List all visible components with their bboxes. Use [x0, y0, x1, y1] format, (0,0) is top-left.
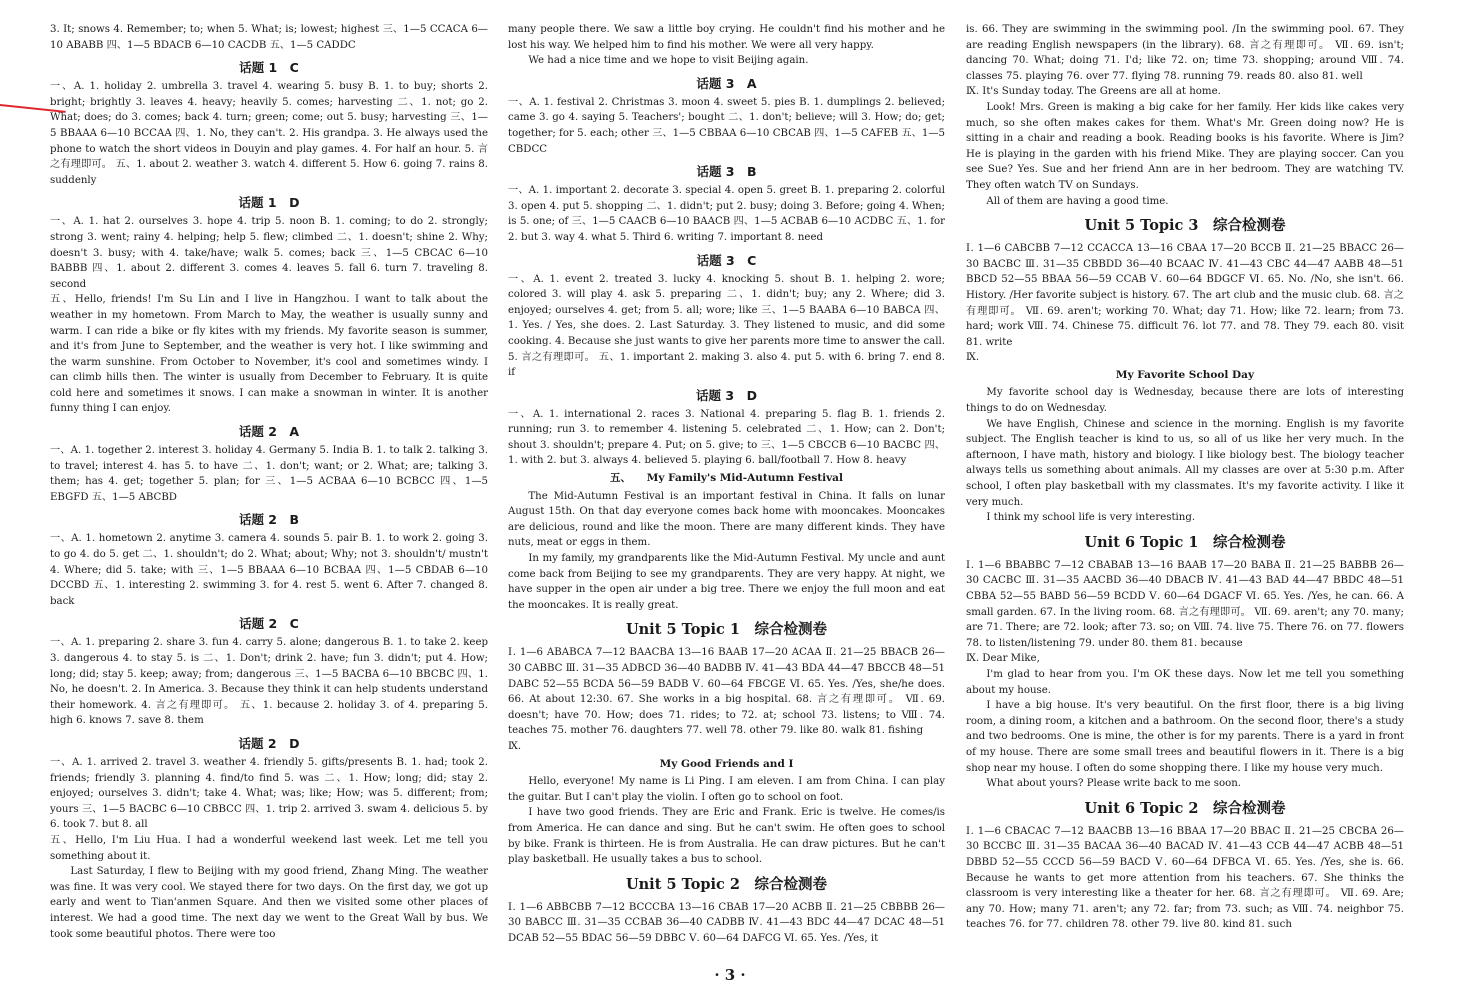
essay-paragraph: I'm glad to hear from you. I'm OK these days. Now let me tell you something about my house.	[966, 668, 1404, 696]
answer-block: 一、A. 1. arrived 2. travel 3. weather 4. friendly 5. gifts/presents B. 1. had; took 2. friends; friendly 3. planning 4. find/to find 5. was 二、1. How; long; did; stay 2. enjoyed; ourselves 3. didn't; take 4. What; was; like; How; was 5. different; from; yours 三、1—5 BACBC 6—10 CBBCC 四、1. trip 2. arrived 3. swam 4. delicious 5. by 6. took 7. but 8. all	[50, 756, 488, 831]
unit-test-title: Unit 5 Topic 3 综合检测卷	[1084, 217, 1286, 235]
answer-block: 一、A. 1. holiday 2. umbrella 3. travel 4. wearing 5. busy B. 1. to buy; shorts 2. bright; brightly 3. leaves 4. heavy; heavily 5. comes; harvesting 二、1. not; go 2. What; does; do 3. comes; back 4. turn; green; come; out 5. busy; harvesting 三、1—5 BBAAA 6—10 BCCAA 四、1. No, they can't. 2. His grandpa. 3. He always used the phone to watch the short videos in Douyin and play games. 4. For half an hour. 5. 言之有理即可。 五、1. about 2. weather 3. watch 4. different 5. How 6. going 7. rains 8. suddenly	[50, 81, 488, 186]
essay-paragraph: All of them are having a good time.	[986, 195, 1169, 207]
answer-block: Ⅰ. 1—6 CBACAC 7—12 BAACBB 13—16 BBAA 17—20 BBAC Ⅱ. 21—25 CBCBA 26—30 BCCBC Ⅲ. 31—35 BACAA 36—40 BACAD Ⅳ. 41—43 CCB 44—47 ACBB 48—51 DBBD 52—55 CCCD 56—59 BACD Ⅴ. 60—64 DFBCA Ⅵ. 65. Yes. /Yes, she is. 66. Because he wants to get more attention from his teachers. 67. She thinks the classroom is very interesting like a theater for her. 68. 言之有理即可。 Ⅶ. 69. Are; any 70. How; many 71. aren't; any 72. far; from 73. such; as Ⅷ. 74. neighbor 75. teaches 76. for 77. children 78. other 79. live 80. kind 81. such	[966, 825, 1404, 931]
essay-title: My Favorite School Day	[1115, 368, 1255, 381]
essay-paragraph: My favorite school day is Wednesday, because there are lots of interesting things to do on Wednesday.	[966, 387, 1404, 415]
unit-test-title: Unit 6 Topic 2 综合检测卷	[1084, 799, 1286, 817]
answer-block: 五、Hello, I'm Liu Hua. I had a wonderful weekend last week. Let me tell you something about it.	[50, 834, 488, 862]
answer-block: 一、A. 1. hometown 2. anytime 3. camera 4. sounds 5. pair B. 1. to work 2. going 3. to go 4. do 5. get 二、1. shouldn't; do 2. What; about; Why; not 3. shouldn't/ mustn't 4. Where; did 5. take; with 三、1—5 BBAAA 6—10 BCBAA 四、1—5 CBDAB 6—10 DCCBD 五、1. interesting 2. swimming 3. for 4. rest 5. went 6. After 7. changed 8. back	[50, 533, 488, 607]
answer-block: is. 66. They are swimming in the swimming pool. /In the swimming pool. 67. They are reading English newspapers (in the library). 68. 言之有理即可。 Ⅶ. 69. isn't; dancing 70. What; doing 71. I'd; like 72. on; time 73. shopping; around Ⅷ. 74. classes 75. playing 76. over 77. flying 78. running 79. reads 80. also 81. well	[966, 24, 1404, 82]
essay-paragraph: Look! Mrs. Green is making a big cake for her family. Her kids like cakes very much, so she often makes cakes for them. What's Mr. Green doing now? He is sitting in a chair and reading a book. Reading books is his favorite. Where is Jim? He is playing in the garden with his friend Mike. They are playing soccer. Can you see Sue? Yes. Sue and her friend Ann are in her bedroom. They are watching TV. They often watch TV on Sundays.	[966, 101, 1404, 191]
answer-block: Ⅰ. 1—6 CABCBB 7—12 CCACCA 13—16 CBAA 17—20 BCCB Ⅱ. 21—25 BBACC 26—30 BACBC Ⅲ. 31—35 CBBDD 36—40 BCAAC Ⅳ. 41—43 CBC 44—47 AABB 48—51 BBCD 52—55 BBAA 56—59 CCAB Ⅴ. 60—64 BDGCF Ⅵ. 65. No. /No, she isn't. 66. History. /Her favorite subject is history. 67. The art club and the music club. 68. 言之有理即可。 Ⅶ. 69. aren't; working 70. What; day 71. How; like 72. learn; from 73. hard; work Ⅷ. 74. Chinese 75. difficult 76. lot 77. and 78. They 79. each 80. visit 81. write	[966, 243, 1404, 348]
essay-paragraph: Hello, everyone! My name is Li Ping. I am eleven. I am from China. I can play the guitar. But I can't play the violin. I often go to school on foot.	[508, 776, 945, 803]
answer-block: Ⅰ. 1—6 ABABCA 7—12 BAACBA 13—16 BAAB 17—20 ACAA Ⅱ. 21—25 BBACB 26—30 CABBC Ⅲ. 31—35 ADBCD 36—40 BADBB Ⅳ. 41—43 BDA 44—47 BBCCB 48—51 DABC 52—55 BCDA 56—59 BADB Ⅴ. 60—64 FBCGE Ⅵ. 65. Yes. /Yes, she/he does. 66. At about 12:30. 67. She works in a big hospital. 68. 言之有理即可。 Ⅶ. 69. doesn't; have 70. How; does 71. rides; to 72. at; school 73. listens; to Ⅷ. 74. teaches 75. mother 76. daughters 77. well 78. other 79. like 80. walk 81. fishing	[508, 647, 945, 737]
page-number: · 3 ·	[714, 966, 746, 984]
answer-block: 一、A. 1. event 2. treated 3. lucky 4. knocking 5. shout B. 1. helping 2. wore; colored 3. will play 4. ask 5. preparing 二、1. didn't; buy; any 2. Where; did 3. enjoyed; ourselves 4. get; from 5. all; wore; like 三、1—5 BAABA 6—10 BABCA 四、1. Yes. / Yes, she does. 2. Last Saturday. 3. They listened to music, and did some cooking. 4. Because she just wants to give her parents more time to answer the call. 5. 言之有理即可。 五、1. important 2. making 3. also 4. put 5. with 6. bring 7. end 8. if	[508, 273, 945, 379]
section-title: 话题 2 C	[239, 616, 299, 632]
essay-paragraph: We had a nice time and we hope to visit Beijing again.	[528, 55, 809, 67]
answer-block: 一、A. 1. together 2. interest 3. holiday 4. Germany 5. India B. 1. to talk 2. talking 3. to travel; interest 4. has 5. to have 二、1. don't; want; or 2. What; are; talking 3. them; has 4. get; together 5. plan; for 三、1—5 ACBAA 6—10 BCBCC 四、1—5 EBGFD 五、1—5 ABCBD	[50, 445, 488, 503]
essay-title: My Good Friends and I	[659, 757, 794, 770]
answer-block: Ⅸ. It's Sunday today. The Greens are all at home.	[966, 86, 1221, 98]
unit-test-title: Unit 5 Topic 2 综合检测卷	[626, 875, 827, 893]
essay-paragraph: The Mid-Autumn Festival is an important festival in China. It falls on lunar August 15th. On that day everyone comes back home with mooncakes. Mooncakes are delicious, round and like the moon. There are many different kinds. They have nuts, meat or eggs in them.	[508, 490, 945, 549]
answer-block: 一、A. 1. preparing 2. share 3. fun 4. carry 5. alone; dangerous B. 1. to take 2. keep 3. dangerous 4. to stay 5. is 二、1. Don't; drink 2. have; fun 3. didn't; put 4. How; long; did; stay 5. keep; away; from; dangerous 三、1—5 BACBA 6—10 BBCBC 四、1. No, he doesn't. 2. In America. 3. Because they think it can help students understand their homework. 4. 言之有理即可。 五、1. because 2. holiday 3. of 4. preparing 5. high 6. knows 7. save 8. them	[50, 637, 488, 727]
answer-block: 一、A. 1. international 2. races 3. National 4. preparing 5. flag B. 1. friends 2. running; run 3. to remember 4. listening 5. celebrated 二、1. How; can 2. Don't; shout 3. shouldn't; prepare 4. Put; on 5. give; to 三、1—5 CBCCB 6—10 BACBC 四、1. with 2. but 3. always 4. believed 5. playing 6. ball/football 7. How 8. heavy	[508, 408, 945, 467]
column-left	[50, 22, 488, 962]
essay-paragraph: I have a big house. It's very beautiful. On the first floor, there is a big living room, a dining room, a kitchen and a bathroom. On the second floor, there's a study and two bedrooms. One is mine, the other is for my parents. There is a yard in front of my house. There are some small trees and beautiful flowers in it. There is a big shop near my house. I often do some shopping there. I like my house very much.	[966, 700, 1404, 774]
answer-block: Ⅰ. 1—6 BBABBC 7—12 CBABAB 13—16 BAAB 17—20 BABA Ⅱ. 21—25 BABBB 26—30 CACBC Ⅲ. 31—35 AACBD 36—40 DBACB Ⅳ. 41—43 BAD 44—47 BBDC 48—51 CBBA 52—55 BABD 56—59 BCDD Ⅴ. 60—64 DGACF Ⅵ. 65. Yes. /Yes, he can. 66. A small garden. 67. In the living room. 68. 言之有理即可。 Ⅶ. 69. aren't; any 70. many; are 71. There; are 72. look; after 73. so; on Ⅷ. 74. live 75. There 76. on 77. flowers 78. to listen/listening 79. under 80. them 81. because	[966, 559, 1404, 649]
essay-paragraph: I have two good friends. They are Eric and Frank. Eric is twelve. He comes/is from America. He can dance and sing. But he can't swim. He often goes to school by bike. Frank is thirteen. He is from Australia. He can draw pictures. But he can't play basketball. He usually takes a bus to school.	[508, 807, 945, 866]
section-title: 话题 2 A	[238, 424, 300, 440]
section-title: 话题 1 D	[238, 195, 300, 211]
answer-block: 一、A. 1. important 2. decorate 3. special 4. open 5. greet B. 1. preparing 2. colorful 3. open 4. put 5. shopping 二、1. didn't; put 2. busy; doing 3. Before; going 4. When; is 5. one; of 三、1—5 CAACB 6—10 BAACB 四、1—5 ACBAB 6—10 ACDBC 五、1. for 2. but 3. way 4. what 5. Third 6. writing 7. important 8. need	[508, 185, 945, 243]
section-title: 话题 3 A	[696, 75, 757, 91]
section-title: 话题 2 B	[238, 512, 300, 528]
unit-test-title: Unit 5 Topic 1 综合检测卷	[626, 621, 827, 639]
essay-paragraph: Last Saturday, I flew to Beijing with my good friend, Zhang Ming. The weather was fine. It was very cool. We stayed there for two days. On the first day, we got up early and went to Tian'anmen Square. And then we visited some other places of interest. We had a good time. The next day we went to the Great Wall by bus. We took some beautiful photos. There were too	[50, 866, 488, 940]
answer-block: 3. It; snows 4. Remember; to; when 5. What; is; lowest; highest 三、1—5 CCACA 6—10 ABABB 四、1—5 BDACB 6—10 CACDB 五、1—5 CADDC	[50, 24, 488, 51]
answer-block: 一、A. 1. festival 2. Christmas 3. moon 4. sweet 5. pies B. 1. dumplings 2. believed; came 3. go 4. saying 5. Teachers'; bought 二、1. don't; believe; will 3. How; do; get; together; for 5. each; other 三、1—5 CBBAA 6—10 CBCAB 四、1—5 CAFEB 五、1—5 CBDCC	[508, 96, 945, 155]
essay-paragraph: In my family, my grandparents like the Mid-Autumn Festival. My uncle and aunt come back from Beijing to see my grandparents. They are very happy. At night, we have supper in the open air under a big tree. There we enjoy the full moon and eat the mooncakes. It is really great.	[508, 553, 945, 611]
section-title: 话题 3 B	[696, 164, 757, 180]
answer-block: 五、Hello, friends! I'm Su Lin and I live in Hangzhou. I want to talk about the weather in my hometown. From March to May, the weather is usually sunny and warm. I can ride a bike or fly kites with my friends. My favorite season is summer, and it's from June to September, and the weather is very hot. I like swimming and the warm sunshine. From October to November, it's cool and sometimes windy. I can climb hills then. The winter is usually from December to February. It is quite cold here and sometimes it snows. I can make a snowman in winter. It is another funny thing I can enjoy.	[50, 294, 488, 415]
section-title: 话题 3 D	[696, 387, 757, 403]
answer-block: Ⅸ.	[508, 740, 522, 752]
answer-block: 一、A. 1. hat 2. ourselves 3. hope 4. trip 5. noon B. 1. coming; to do 2. strongly; strong 3. went; rainy 4. helping; help 5. flew; climbed 二、1. doesn't; shine 2. Why; doesn't 3. busy; with 4. take/have; walk 5. comes; back 三、1—5 CBCAC 6—10 BABBB 四、1. about 2. different 3. comes 4. leaves 5. fall 6. turn 7. traveling 8. second	[50, 216, 488, 290]
essay-paragraph: I think my school life is very interesting.	[986, 512, 1196, 524]
section-title: 话题 3 C	[696, 252, 757, 268]
section-title: 话题 1 C	[239, 60, 299, 76]
answer-block: Ⅸ.	[966, 352, 980, 364]
answer-block: Ⅰ. 1—6 ABBCBB 7—12 BCCCBA 13—16 CBAB 17—20 ACBB Ⅱ. 21—25 CBBBB 26—30 BABCC Ⅲ. 31—35 CCBAB 36—40 CADBB Ⅳ. 41—43 BDC 44—47 DCAC 48—51 DCAB 52—55 BDAC 56—59 DBBC Ⅴ. 60—64 DAFCG Ⅵ. 65. Yes. /Yes, it	[508, 901, 945, 944]
unit-test-title: Unit 6 Topic 1 综合检测卷	[1084, 533, 1286, 551]
essay-paragraph: What about yours? Please write back to me soon.	[986, 778, 1242, 790]
answer-block: Ⅸ. Dear Mike,	[966, 653, 1040, 665]
answer-block: many people there. We saw a little boy crying. He couldn't find his mother and he lost his way. We helped him to find his mother. We were all very happy.	[508, 24, 945, 51]
column-middle	[508, 22, 945, 962]
essay-title: 五、 My Family's Mid-Autumn Festival	[610, 472, 843, 485]
essay-paragraph: We have English, Chinese and science in the morning. English is my favorite subject. The English teacher is kind to us, so all of us like her very much. In the afternoon, I have math, history and biology. I like biology best. The biology teacher always tells us something about animals. All my classes are over at 5:30 p.m. After school, I often play basketball with my classmates. It's my favorite activity. I like it very much.	[966, 418, 1404, 508]
section-title: 话题 2 D	[238, 735, 300, 751]
column-right	[966, 22, 1404, 962]
